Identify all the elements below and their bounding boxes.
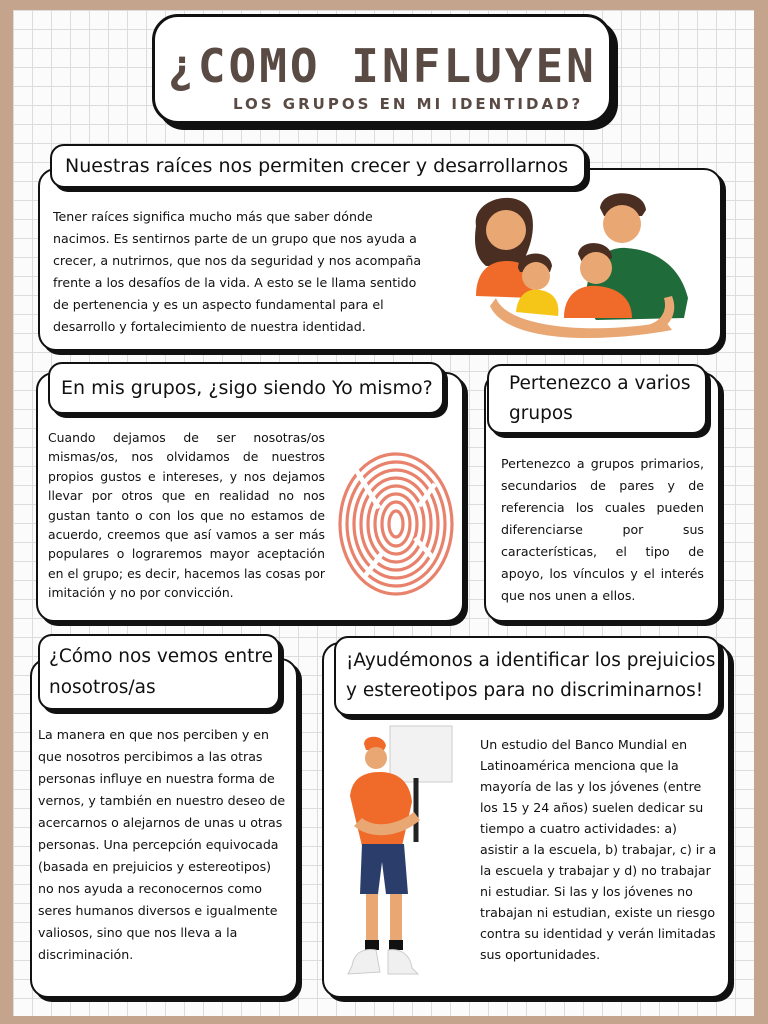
title-box	[152, 14, 612, 124]
section-prejudice-heading-text: ¡Ayudémonos a identificar los prejuicios y estereotipos para no discriminarnos!	[346, 650, 716, 701]
page-title: ¿COMO INFLUYEN	[167, 39, 597, 93]
section-perception-heading-text: ¿Cómo nos vemos entre nosotros/as	[49, 646, 273, 698]
teen-holding-sign-illustration	[340, 722, 462, 992]
family-illustration	[466, 186, 696, 344]
section-prejudice-heading	[334, 636, 720, 716]
fingerprint-icon	[335, 448, 457, 600]
section-roots-heading-text: Nuestras raíces nos permiten crecer y desarrollarnos	[65, 155, 569, 177]
page-subtitle: LOS GRUPOS EN MI IDENTIDAD?	[233, 95, 584, 113]
section-roots-heading	[50, 144, 586, 188]
section-prejudice-text: Un estudio del Banco Mundial en Latinoamérica menciona que la mayoría de las y los jóvenes (entre los 15 y 24 años) suelen dedicar su tiempo a cuatro actividades: a) asistir a la escuela, b) trabajar, c) ir a la escuela y trabajar y d) no trabajar ni estudiar. Si las y los jóvenes no trabajan ni estudian, existe un riesgo contra su identidad y verán limitadas sus oportunidades.	[480, 737, 717, 962]
section-perception-text: La manera en que nos perciben y en que nosotros percibimos a las otras personas influye en nuestra forma de vernos, y también en nuestro deseo de acercarnos o alejarnos de unas u otras personas. Una percepción equivocada (basada en prejuicios y estereotipos) no nos ayuda a reconocernos como seres humanos diversos e igualmente valiosos, sino que nos lleva a la discriminación.	[38, 727, 286, 962]
section-self-text: Cuando dejamos de ser nosotras/os mismas/os, nos olvidamos de nuestros propios gustos e intereses, y nos dejamos llevar por otros que en realidad no nos gustan tanto o con los que no estamos de acuerdo, creemos que así vamos a ser más populares o lograremos mayor aceptación en el grupo; es decir, hacemos las cosas por imitación y no por convicción.	[48, 430, 325, 601]
section-self-heading	[48, 362, 444, 414]
section-groups-heading-text: Pertenezco a varios grupos	[509, 373, 691, 424]
section-groups-text: Pertenezco a grupos primarios, secundarios de pares y de referencia los cuales pueden diferenciarse por sus características, el tipo de apoyo, los vínculos y el interés que nos unen a ellos.	[501, 456, 704, 603]
section-groups-heading	[487, 364, 707, 434]
section-perception-heading	[38, 634, 280, 710]
section-self-heading-text: En mis grupos, ¿sigo siendo Yo mismo?	[61, 377, 433, 399]
section-roots-text: Tener raíces significa mucho más que saber dónde nacimos. Es sentirnos parte de un grupo que nos ayuda a crecer, a nutrirnos, que nos da seguridad y nos acompaña frente a los desafíos de la vida. A esto se le llama sentido de pertenencia y es un aspecto fundamental para el desarrollo y fortalecimiento de nuestra identidad.	[53, 209, 422, 334]
